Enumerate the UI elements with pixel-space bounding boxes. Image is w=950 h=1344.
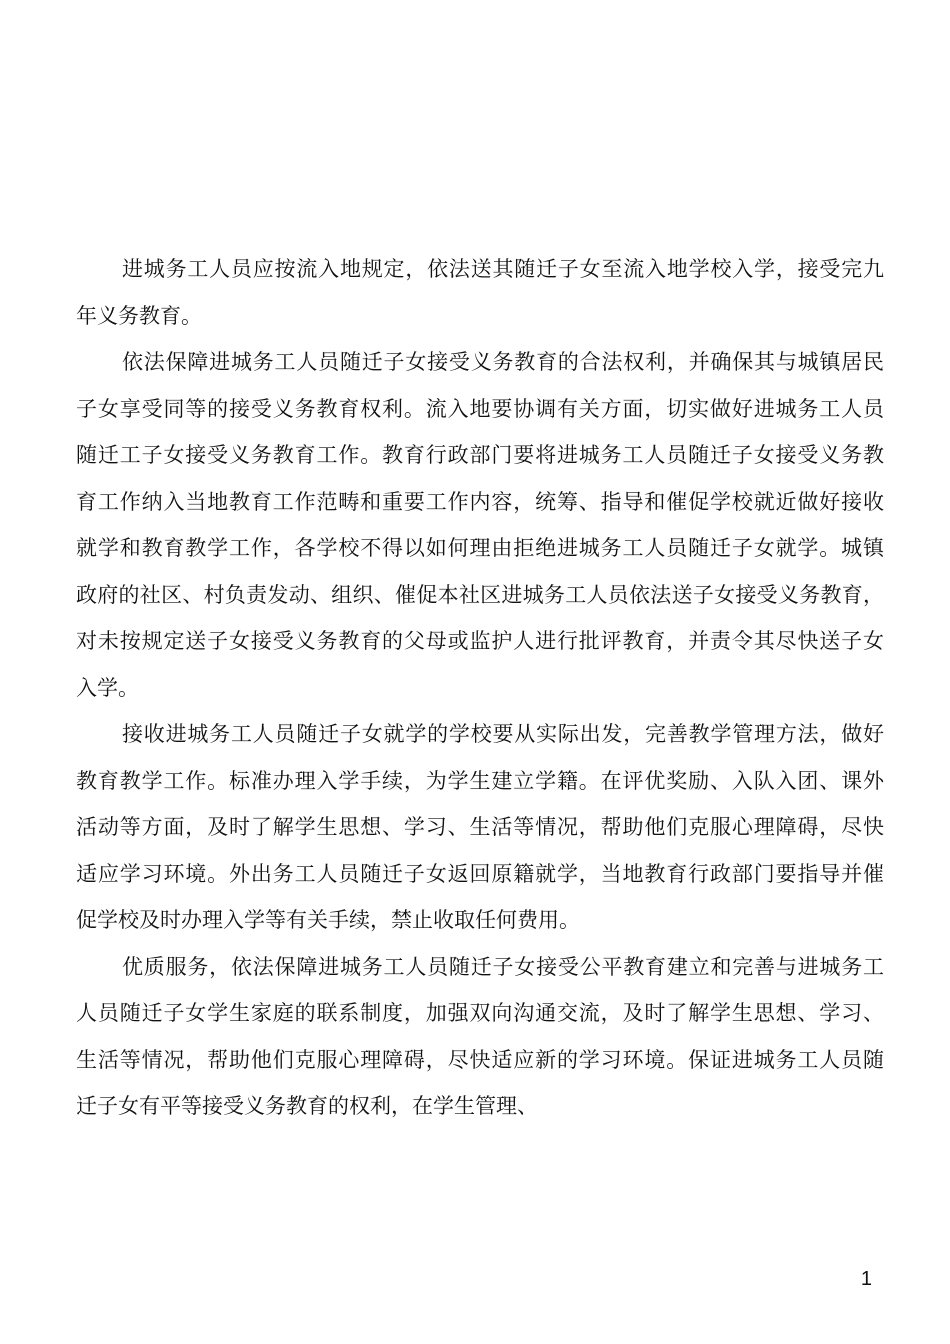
text-line: 对未按规定送子女接受义务教育的父母或监护人进行批评教育，并责令其尽快送子女 [76,629,884,653]
paragraph-3 [76,711,884,944]
text-line: 人员随迁子女学生家庭的联系制度，加强双向沟通交流，及时了解学生思想、学习、 [76,1001,884,1025]
paragraph-4 [76,944,884,1130]
text-line: 优质服务，依法保障进城务工人员随迁子女接受公平教育建立和完善与进城务工 [122,954,884,979]
text-line: 年义务教育。 [76,303,202,328]
text-line: 迁子女有平等接受义务教育的权利，在学生管理、 [76,1094,538,1118]
page-number: 1 [860,1268,872,1290]
text-line: 依法保障进城务工人员随迁子女接受义务教育的合法权利，并确保其与城镇居民 [122,350,884,374]
text-line: 促学校及时办理入学等有关手续，禁止收取任何费用。 [76,908,580,932]
paragraph-2 [76,339,884,711]
text-line: 入学。 [76,675,139,700]
text-line: 育工作纳入当地教育工作范畴和重要工作内容，统筹、指导和催促学校就近做好接收 [76,489,884,514]
text-line: 适应学习环境。外出务工人员随迁子女返回原籍就学，当地教育行政部门要指导并催 [76,861,884,886]
text-line: 生活等情况，帮助他们克服心理障碍，尽快适应新的学习环境。保证进城务工人员随 [76,1047,884,1072]
text-line: 随迁工子女接受义务教育工作。教育行政部门要将进城务工人员随迁子女接受义务教 [76,443,884,467]
text-line: 教育教学工作。标准办理入学手续，为学生建立学籍。在评优奖励、入队入团、课外 [76,768,884,793]
text-line: 就学和教育教学工作，各学校不得以如何理由拒绝进城务工人员随迁子女就学。城镇 [76,536,884,560]
text-line: 活动等方面，及时了解学生思想、学习、生活等情况，帮助他们克服心理障碍，尽快 [76,815,884,839]
paragraph-1 [76,246,884,339]
text-line: 进城务工人员应按流入地规定，依法送其随迁子女至流入地学校入学，接受完九 [122,257,884,281]
document-body [76,246,884,1130]
text-line: 政府的社区、村负责发动、组织、催促本社区进城务工人员依法送子女接受义务教育， [76,582,884,607]
text-line: 子女享受同等的接受义务教育权利。流入地要协调有关方面，切实做好进城务工人员 [76,396,884,421]
text-line: 接收进城务工人员随迁子女就学的学校要从实际出发，完善教学管理方法，做好 [122,722,884,746]
